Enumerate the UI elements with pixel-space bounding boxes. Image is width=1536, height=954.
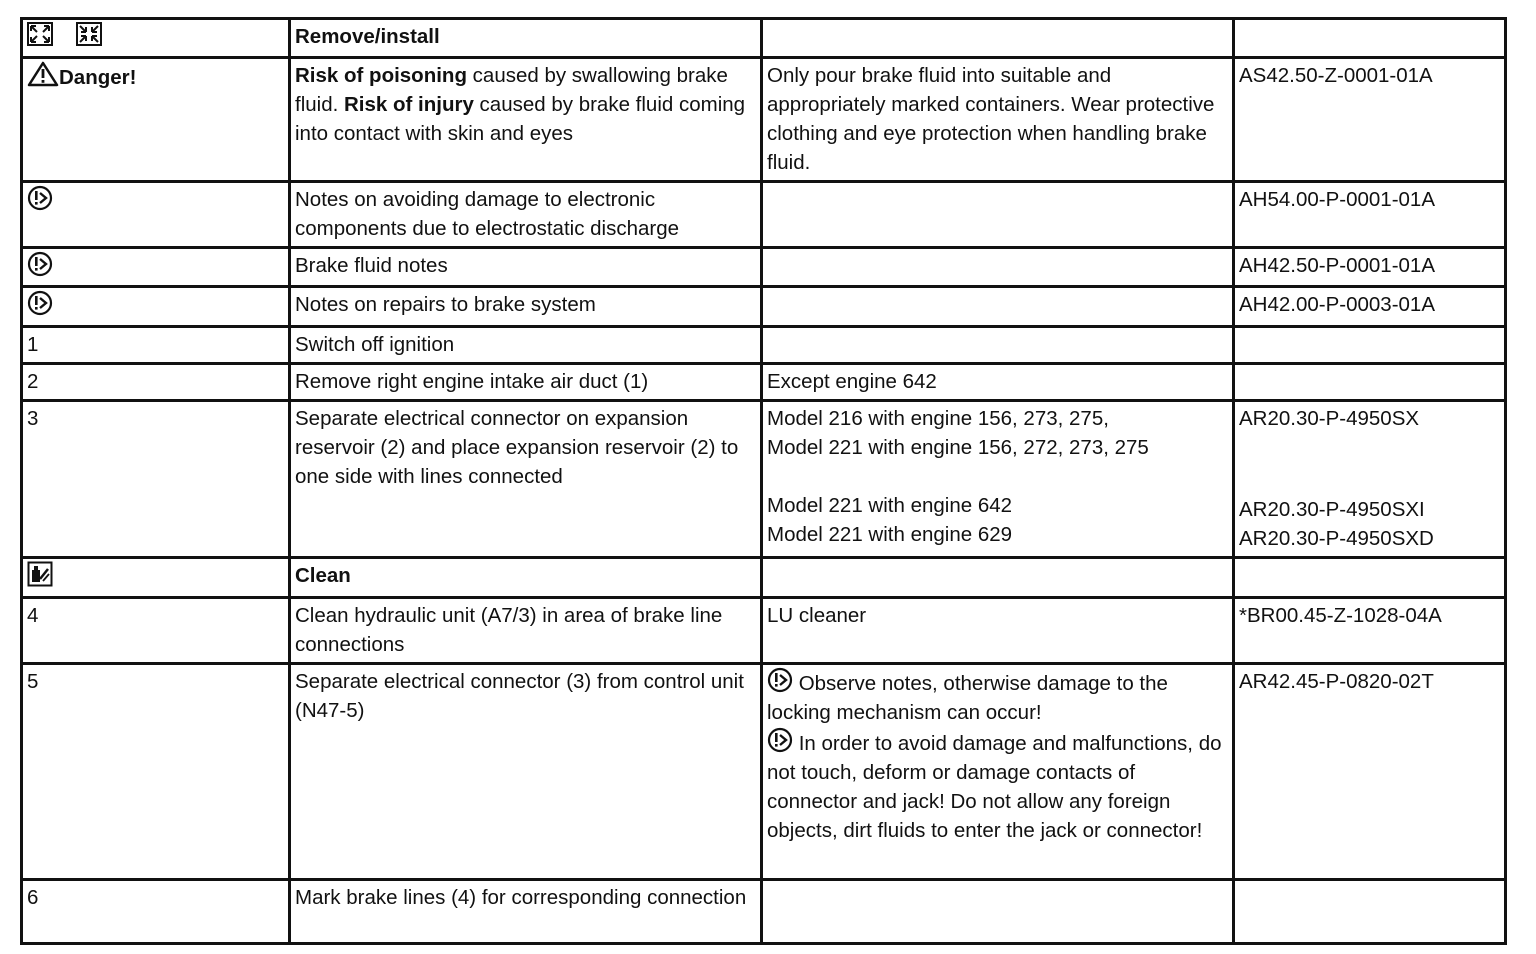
note-ref[interactable]: AH42.50-P-0001-01A xyxy=(1234,248,1506,287)
step-text: Remove right engine intake air duct (1) xyxy=(290,364,762,401)
step5-note-1 xyxy=(767,667,1228,727)
step3-ref-3[interactable]: AR20.30-P-4950SXD xyxy=(1239,527,1434,550)
step3-remarks xyxy=(762,401,1234,558)
warning-triangle-icon xyxy=(27,61,59,87)
danger-bold-1: Risk of poisoning xyxy=(295,64,467,87)
step-number: 5 xyxy=(22,664,290,880)
step-number: 2 xyxy=(22,364,290,401)
step-remark xyxy=(762,880,1234,944)
header-remark-cell xyxy=(762,19,1234,58)
notice-icon xyxy=(27,290,53,316)
step-number: 4 xyxy=(22,598,290,664)
step3-remark-1: Model 216 with engine 156, 273, 275, xyxy=(767,407,1109,430)
notice-icon xyxy=(767,727,793,753)
clean-icon-cell xyxy=(22,558,290,598)
header-row xyxy=(22,19,1506,58)
step-ref[interactable]: AR42.45-P-0820-02T xyxy=(1234,664,1506,880)
notice-icon xyxy=(767,667,793,693)
danger-remark: Only pour brake fluid into suitable and appropriately marked containers. Wear protective clothing and eye protection when handling brake fluid. xyxy=(762,58,1234,182)
note-text: Notes on repairs to brake system xyxy=(290,287,762,327)
note-remark xyxy=(762,248,1234,287)
step-row xyxy=(22,880,1506,944)
note-row xyxy=(22,182,1506,248)
remove-icon xyxy=(27,22,53,46)
clean-remark-cell xyxy=(762,558,1234,598)
note-icon-cell xyxy=(22,287,290,327)
step-ref xyxy=(1234,880,1506,944)
step-number: 1 xyxy=(22,327,290,364)
step-ref xyxy=(1234,364,1506,401)
step-ref xyxy=(1234,327,1506,364)
clean-title: Clean xyxy=(290,558,762,598)
step3-ref-1[interactable]: AR20.30-P-4950SX xyxy=(1239,407,1420,430)
step3-refs xyxy=(1234,401,1506,558)
note-remark xyxy=(762,287,1234,327)
clean-ref-cell xyxy=(1234,558,1506,598)
danger-bold-2: Risk of injury xyxy=(344,93,474,116)
step5-note-1-text: Observe notes, otherwise damage to the locking mechanism can occur! xyxy=(767,672,1168,724)
header-icons-cell xyxy=(22,19,290,58)
notice-icon xyxy=(27,185,53,211)
step3-ref-2[interactable]: AR20.30-P-4950SXI xyxy=(1239,498,1425,521)
step-text: Separate electrical connector on expansion reservoir (2) and place expansion reservoir (2) to one side with lines connected xyxy=(290,401,762,558)
danger-label-cell xyxy=(22,58,290,182)
step-text: Mark brake lines (4) for corresponding connection xyxy=(290,880,762,944)
note-ref[interactable]: AH42.00-P-0003-01A xyxy=(1234,287,1506,327)
step5-note-2 xyxy=(767,727,1228,845)
header-ref-cell xyxy=(1234,19,1506,58)
note-text: Notes on avoiding damage to electronic components due to electrostatic discharge xyxy=(290,182,762,248)
clean-icon xyxy=(27,561,53,587)
step-row xyxy=(22,327,1506,364)
note-row xyxy=(22,287,1506,327)
section-title: Remove/install xyxy=(290,19,762,58)
note-icon-cell xyxy=(22,248,290,287)
clean-row xyxy=(22,558,1506,598)
step-row xyxy=(22,401,1506,558)
step-row xyxy=(22,598,1506,664)
danger-text-2: caused by brake fluid coming into contact with skin and eyes xyxy=(295,93,746,145)
step-remark: LU cleaner xyxy=(762,598,1234,664)
danger-label: Danger! xyxy=(59,66,137,89)
step-ref[interactable]: *BR00.45-Z-1028-04A xyxy=(1234,598,1506,664)
step-row xyxy=(22,364,1506,401)
danger-ref[interactable]: AS42.50-Z-0001-01A xyxy=(1234,58,1506,182)
note-icon-cell xyxy=(22,182,290,248)
step3-remark-4: Model 221 with engine 629 xyxy=(767,523,1013,546)
step-number: 6 xyxy=(22,880,290,944)
danger-text-1: caused by swallowing brake fluid. xyxy=(295,64,728,116)
danger-row xyxy=(22,58,1506,182)
step-remark xyxy=(762,327,1234,364)
procedure-table xyxy=(20,17,1507,945)
step5-notes xyxy=(762,664,1234,880)
note-remark xyxy=(762,182,1234,248)
step-remark: Except engine 642 xyxy=(762,364,1234,401)
step-text: Clean hydraulic unit (A7/3) in area of brake line connections xyxy=(290,598,762,664)
note-ref[interactable]: AH54.00-P-0001-01A xyxy=(1234,182,1506,248)
step-number: 3 xyxy=(22,401,290,558)
step-row xyxy=(22,664,1506,880)
note-text: Brake fluid notes xyxy=(290,248,762,287)
notice-icon xyxy=(27,251,53,277)
step3-remark-2: Model 221 with engine 156, 272, 273, 275 xyxy=(767,436,1149,459)
step-text: Separate electrical connector (3) from control unit (N47-5) xyxy=(290,664,762,880)
step3-remark-3: Model 221 with engine 642 xyxy=(767,494,1013,517)
install-icon xyxy=(76,22,102,46)
step5-note-2-text: In order to avoid damage and malfunctions, do not touch, deform or damage contacts of connector and jack! Do not allow any foreign objects, dirt fluids to enter the jack or connector! xyxy=(767,732,1222,842)
note-row xyxy=(22,248,1506,287)
step-text: Switch off ignition xyxy=(290,327,762,364)
danger-text-cell xyxy=(290,58,762,182)
